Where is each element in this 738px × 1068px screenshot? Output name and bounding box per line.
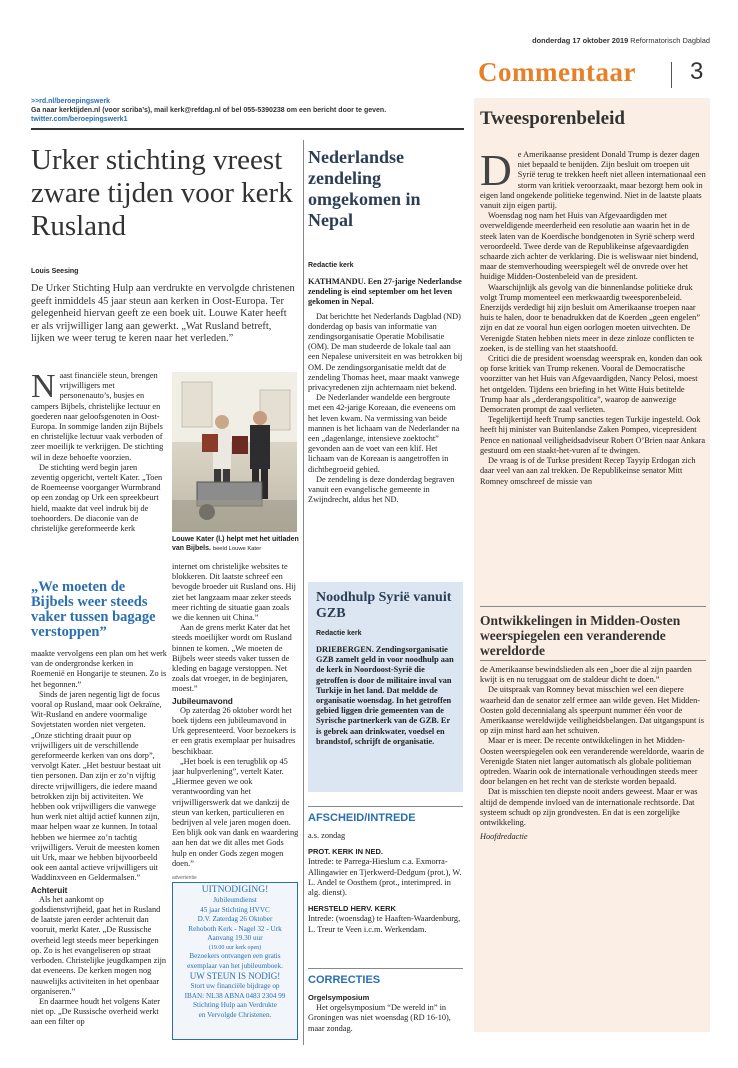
commentaar-rule [480,660,706,661]
nepal-paragraph: De zendeling is deze donderdag begraven vanuit een evangelische gemeente in Zwijndrecht, aldus het ND. [308,474,455,505]
advertisement-box[interactable] [172,882,298,1040]
header-divider [671,62,672,88]
commentaar-paragraph: Critici die de president woensdag weersprak en, konden dan ook op forse kritiek van Trump rekenen. Vooral de Democratische voorzitter van het Huis van Afgevaardigden, Nancy Pelosi, moest het ontgelden. Tijdens een briefing in het Witte Huis betitelde Trump haar als „derderangspolitica”, waarop de aanwezige Democraten prompt de zaal verlieten. [480,354,703,415]
urk-author: Louis Seesing [31,268,79,275]
section-title: Commentaar [478,57,636,87]
urk-paragraph: internet om christelijke websites te blokkeren. Dit laatste schreef een bevogde broeder uit Rusland ons. Hij ziet het langzaam maar zeker steeds meer richting de situatie gaan zoals we die kennen uit China.” [172,562,296,623]
ad-line: UW STEUN IS NODIG! [189,971,281,982]
afscheid-entry-title: HERSTELD HERV. KERK [308,904,396,914]
afscheid-entry-text: Intrede: te Parrega-Hieslum c.a. Exmorra-Allingawier en Tjerkwerd-Dedgum (prot.), W. L. Andel te Oosthem (prot., interimpred. in alg. dienst). [308,857,462,898]
commentaar-body-top [480,150,706,580]
urk-col1-top [31,371,167,576]
afscheid-title: AFSCHEID/INTREDE [308,812,416,824]
commentaar-dropcap: D [480,150,512,195]
beroepingswerk-link[interactable]: >>rd.nl/beroepingswerk [31,98,110,105]
top-rule [31,128,464,130]
commentaar-paragraph: Waarschijnlijk als gevolg van die binnenlandse politieke druk volgt Trump momenteel een merkwaardig tweesporenbeleid. Enerzijds verdedigt hij zijn besluit om Amerikaanse troepen naar huis te halen, door te benadrukken dat de Koerden „geen engelen” zijn en dat ze vooral hun eigen oorlogen moeten uitvechten. De Verenigde Staten hebben niets meer in deze zinloze conflicten te zoeken, is de stelling van het staatshoofd. [480,282,701,353]
commentaar-headline2: Ontwikkelingen in Midden-Oosten weerspiegelen een veranderende wereldorde [480,613,681,658]
beroepingswerk-twitter[interactable]: twitter.com/beroepingswerk1 [31,116,128,123]
correcties-rule [308,968,463,969]
ad-line: (19.00 uur kerk open) [208,944,262,951]
commentaar-paragraph: De uitspraak van Romney bevat misschien wel een diepere waarheid dan de senator zelf ermee aan wilde geven. Het Midden-Oosten gold decennialang als speerpunt nummer één voor de Amerikaanse wereldwijde veiligheidsbelangen. Dat uitgangspunt is op zijn minst hard aan het schuiven. [480,685,704,736]
urk-paragraph: Sinds de jaren negentig ligt de focus vooral op Rusland, maar ook Oekraïne, Wit-Rusland en andere voormalige Sovjetstaten worden niet vergeten. „Onze stichting draait puur op vrijwilligers uit de verschillende gereformeerde kerken van ons dorp”, vervolgt Kater. „Het bestuur bestaat uit tien personen. Dan zijn er zo’n vijftig directe vrijwilligers, die iedere maand betrokken zijn bij activiteiten. We hebben ook vrijwilligers die vanwege hun werk niet altijd actief kunnen zijn, maar helpen waar ze kunnen. In totaal hebben we hiermee zo’n tachtig vrijwilligers. Veruit de meesten komen uit Urk, maar we hebben bijvoorbeeld ook een aantal actieve vrijwilligers uit Waddinxveen en Geldermalsen.” [31,689,162,883]
commentaar-body-bottom [480,665,706,1010]
afscheid-entry-text: Intrede: (woensdag) te Haaften-Waardenburg, L. Treur te Veen i.c.m. Werkendam. [308,914,461,934]
syria-box [308,582,463,792]
correcties-body [308,993,463,1034]
ad-line: IBAN: NL38 ABNA 0483 2304 99 [184,991,286,1000]
commentaar-signature: Hoofdredactie [480,832,528,842]
photo-caption [172,536,300,553]
urk-lead: De Urker Stichting Hulp aan verdrukte en vervolgde christenen geeft inmiddels 45 jaar steun aan kerken in Oost-Europa. Ter gelegenheid hiervan geeft ze een boek uit. Louwe Kater heeft er als vrijwilliger lang aan gewerkt. „Wat Rusland betreft, lijken we weer terug te keren naar het verleden.” [31,283,295,345]
photo-caption-text: Louwe Kater (l.) helpt met het uitladen van Bijbels. [172,536,299,552]
urk-col2 [172,562,299,870]
ad-line: exemplaar van het jubileumboek. [187,961,283,970]
ad-line: 45 jaar Stichting HVVC [200,905,270,914]
commentaar-paragraph: e Amerikaanse president Donald Trump is dezer dagen niet bepaald te benijden. Zijn besluit om troepen uit Syrië terug te trekken heeft niet alleen internationaal een storm van kritiek veroorzaakt, maar bezorgt hem ook in eigen land ongekende politieke tegenwind. Niet in de laatste plaats vanuit zijn eigen partij. [480,150,706,211]
correcties-title: CORRECTIES [308,974,381,986]
correcties-subtitle: Orgelsymposium [308,993,370,1002]
urk-paragraph: Als het aankomt op godsdienstvrijheid, gaat het in Rusland de laatste jaren eerder achteruit dan vooruit, merkt Kater. „De Russische overheid legt steeds meer beperkingen op. Zo is het evangeliseren op straat verboden. Christelijke jeugdkampen zijn dat eveneens. De kerken mogen nog nauwelijks activiteiten in het openbaar organiseren.” [31,894,167,996]
ad-line: Jubileumdienst [213,896,257,904]
urk-paragraph: Aan de grens merkt Kater dat het steeds moeilijker wordt om Rusland binnen te komen. „We moeten de Bijbels weer steeds vaker tussen de kleding en bagage verstoppen. Net zoals dat vroeger, in de beginjaren, moest.” [172,623,292,694]
afscheid-rule [308,806,463,807]
beroepingswerk-info: Ga naar kerktijden.nl (voor scriba’s), mail kerk@refdag.nl of bel 055-5390238 om een bericht door te geven. [31,107,387,114]
commentaar-paragraph: Woensdag nog nam het Huis van Afgevaardigden met overweldigende meerderheid een resolutie aan waarin het in de steek laten van de Koerdische bondgenoten in Syrië scherp werd veroordeeld. Twee derde van de Republikeinse afgevaardigden schaarde zich achter de verklaring. Die is weliswaar niet bindend, maar de stemverhouding weerspiegelt wél de onvrede over het huidige Midden-Oostenbeleid van de president. [480,211,699,282]
urk-headline: Urker stichting vreest zware tijden voor kerk Rusland [31,144,293,242]
commentaar-headline: Tweesporenbeleid [480,108,625,129]
urk-paragraph: maakte vervolgens een plan om het werk van de ondergrondse kerken in Roemenië en Hongarije te steunen. Zo is het begonnen.” [31,649,167,689]
urk-paragraph: „Het boek is een terugblik op 45 jaar hulpverlening”, vertelt Kater. „Hiermee geven we ook verantwoording van het vrijwilligerswerk dat we dankzij de steun van kerken, particulieren en bedrijven al vele jaren mogen doen. Een blijk ook van dank en waardering aan hen dat we dit alles met Gods hulp en onder Gods zegen mogen doen.” [172,756,299,868]
commentaar-paragraph: Tegelijkertijd heeft Trump sancties tegen Turkije ingesteld. Ook heeft hij minister van Buitenlandse Zaken Pompeo, vicepresident Pence en nationaal veiligheidsadviseur Robert O’Brien naar Ankara gestuurd om een staakt-het-vuren af te dwingen. [480,415,706,455]
ad-label: advertentie [172,875,197,881]
commentaar-paragraph: Maar er is meer. De recente ontwikkelingen in het Midden-Oosten weerspiegelen ook een veranderende wereldorde, waarin de Verenigde Staten niet langer automatisch als globale politieman optreden. Waarin ook de internationale verhoudingen steeds meer door belangen en het recht van de sterkste worden bepaald. [480,736,704,787]
ad-line: Aanvang 19.30 uur [207,934,263,943]
urk-paragraph: En daarmee houdt het volgens Kater niet op. „De Russische overheid werkt aan een filter op [31,996,160,1027]
commentaar-paragraph: De vraag is of de Turkse president Recep Tayyip Erdogan zich daar veel van aan zal trekken. De Republikeinse senator Mitt Romney omschreef de missie van [480,456,696,486]
subhead-jubileumavond: Jubileumavond [172,695,233,706]
ad-line: Stichting Hulp aan Verdrukte [193,1001,277,1010]
nepal-paragraph: Dat berichtte het Nederlands Dagblad (ND) donderdag op basis van informatie van zendingsorganisatie Operatie Mobilisatie (OM). De man studeerde de lokale taal aan een Nepalese universiteit en was betrokken bij OM. De zendingsorganisatie meldt dat de zendeling Thomas heet, maar maakt vanwege privacyredenen zijn achternaam niet bekend. [308,311,463,393]
nepal-body [308,277,463,555]
date-line [520,36,710,45]
urk-col1-bottom [31,649,167,1047]
ad-line: UITNODIGING! [201,885,269,895]
nepal-byline: Redactie kerk [308,262,354,269]
issue-date: donderdag 17 oktober 2019 [532,36,629,45]
syria-text: DRIEBERGEN. Zendingsorganisatie GZB zamelt geld in voor noodhulp aan de kerk in Noordoost-Syrië die getroffen is door de militaire inval van Turkije in het land. Dat meldde de organisatie woensdag. In het getroffen gebied liggen drie gemeenten van de Syrische partnerkerk van de GZB. Er is gebrek aan drinkwater, voedsel en brandstof, schrijft de organisatie. [316,645,454,746]
correcties-text: Het orgelsymposium “De wereld in” in Groningen was niet woensdag (RD 16-10), maar zondag. [308,1003,451,1033]
syria-headline: Noodhulp Syrië vanuit GZB [316,590,452,621]
afscheid-body [308,831,463,935]
photo-credit: beeld Louwe Kater [212,545,262,552]
subhead-achteruit: Achteruit [31,884,68,895]
commentaar-rule [480,606,706,607]
urk-paragraph: aast financiële steun, brengen vrijwilligers met personenauto’s, busjes en campers Bijbels, christelijke lectuur en goederen naar geloofsgenoten in Oost-Europa. In sommige landen zijn Bijbels en christelijke lectuur vaak verboden of zeer moeilijk te verkrijgen. De stichting wil in deze behoefte voorzien. [31,371,164,462]
commentaar-paragraph: de Amerikaanse bewindslieden als een „boer die al zijn paarden kwijt is en nu teruggaat om de staldeur dicht te doen.” [480,665,692,685]
pull-quote: „We moeten de Bijbels weer steeds vaker tussen bagage verstoppen” [31,579,156,640]
ad-line: D.V. Zaterdag 26 Oktober [197,915,273,924]
photo-bible-unloading [172,372,297,532]
nepal-paragraph: De Nederlander wandelde een bergroute met een 42-jarige Koreaan, die eveneens om het leven kwam. Na vermissing van beide mannen is het lichaam van de Nederlander na een „dagenlange, intensieve zoektocht” gevonden aan de voet van een klif. Het lichaam van de Koreaan is aangetroffen in dichtbegroeid gebied. [308,393,460,474]
beroepingswerk-box [31,97,471,124]
urk-dropcap: N [31,371,56,405]
column-divider [303,140,304,1045]
page-number: 3 [690,58,704,85]
photo-illustration [172,372,297,532]
ad-line: Rehoboth Kerk - Nagel 32 - Urk [188,924,282,933]
afscheid-date: a.s. zondag [308,831,346,840]
ad-line: en Vervolgde Christenen. [198,1010,272,1019]
nepal-lead: KATHMANDU. Een 27-jarige Nederlandse zendeling is eind september om het leven gekomen in Nepal. [308,277,462,307]
ad-line: Bezoekers ontvangen een gratis [189,951,281,960]
urk-paragraph: De stichting werd begin jaren zeventig opgericht, vertelt Kater. „Toen de Roemeense voorganger Wurmbrand op een zondag op Urk een spreekbeurt hield, maakte dat veel indruk bij de toehoorders. De diaconie van de christelijke gereformeerde kerk [31,462,163,534]
urk-paragraph: Op zaterdag 26 oktober wordt het boek tijdens een jubileumavond in Urk gepresenteerd. Voor bezoekers is er een gratis exemplaar per huisadres beschikbaar. [172,705,296,756]
ad-line: Stort uw financiële bijdrage op [190,982,280,991]
commentaar-paragraph: Dat is misschien ten diepste nooit anders geweest. Maar er was altijd de dempende invloed van de internationale rechtsorde. Dat systeem schudt op zijn grondvesten. En dat is een zorgelijke ontwikkeling. [480,787,698,828]
paper-name: Reformatorisch Dagblad [630,36,710,45]
nepal-headline: Nederlandse zendeling omgekomen in Nepal [308,147,421,230]
afscheid-entry-title: PROT. KERK IN NED. [308,847,384,857]
syria-byline: Redactie kerk [316,630,362,637]
